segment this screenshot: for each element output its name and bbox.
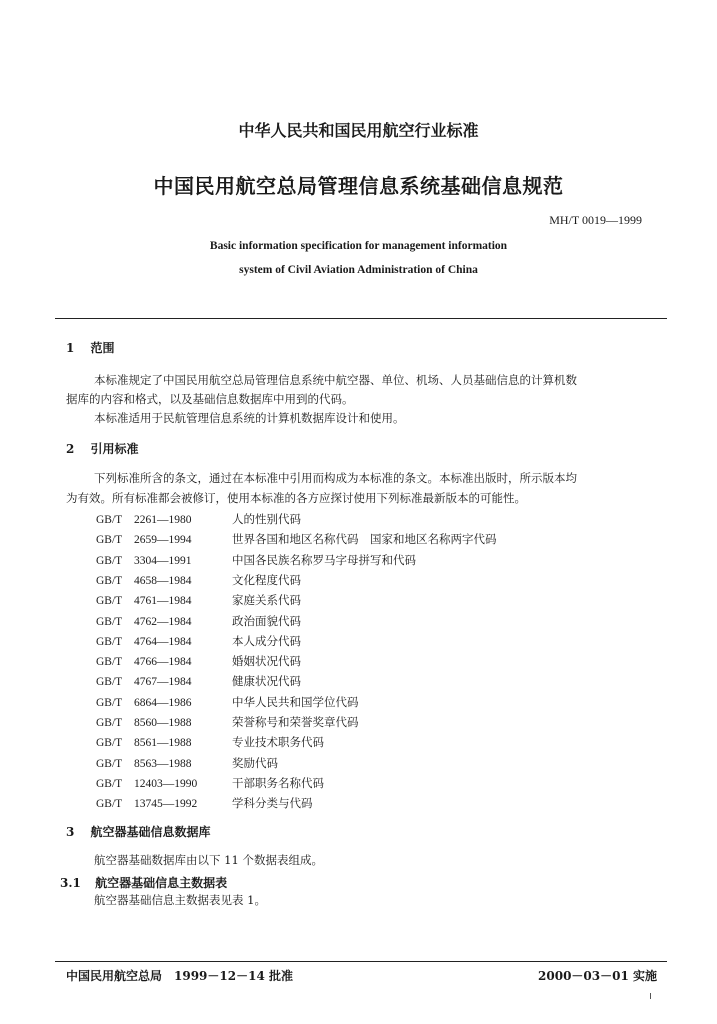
footer-rule [55, 961, 667, 962]
standard-number: 2261—1980 [134, 514, 192, 526]
standard-title: 中华人民共和国学位代码 [232, 694, 359, 709]
section-1-para1-line1: 本标准规定了中国民用航空总局管理信息系统中航空器、单位、机场、人员基础信息的计算机数 [94, 373, 577, 387]
header-rule [55, 318, 667, 319]
standard-prefix: GB/T [96, 676, 123, 689]
standard-prefix: GB/T [96, 534, 123, 547]
subsection-number: 3.1 [60, 876, 81, 890]
section-1-para1-line2: 据库的内容和格式，以及基础信息数据库中用到的代码。 [66, 392, 354, 406]
standard-title: 学科分类与代码 [232, 796, 313, 811]
standard-number: 6864—1986 [134, 696, 192, 709]
standard-row [96, 613, 301, 629]
standard-prefix: GB/T [96, 574, 123, 587]
section-2-para-line1: 下列标准所含的条文，通过在本标准中引用而构成为本标准的条文。本标准出版时，所示版本均 [94, 471, 577, 485]
standard-title: 文化程度代码 [232, 572, 301, 587]
standard-row [96, 531, 497, 547]
standard-title: 健康状况代码 [232, 674, 301, 689]
standard-title: 婚姻状况代码 [232, 654, 301, 669]
standard-number: 12403—1990 [134, 777, 198, 790]
standard-title: 奖励代码 [232, 755, 278, 770]
industry-standard-heading: 中华人民共和国民用航空行业标准 [238, 121, 479, 140]
section-number: 1 [66, 341, 75, 355]
section-2-heading [66, 440, 139, 457]
standard-row [96, 673, 301, 689]
standard-number: 4761—1984 [134, 595, 192, 608]
standard-row [96, 633, 301, 649]
standard-row [96, 714, 359, 730]
implementation-line: 2000－03－01 实施 [538, 969, 657, 983]
section-1-heading [66, 339, 115, 356]
standard-number: 8560—1988 [134, 717, 192, 729]
standard-title: 专业技术职务代码 [232, 735, 324, 750]
section-number: 3 [66, 825, 75, 839]
scan-mark [650, 993, 651, 999]
standard-number: 4766—1984 [134, 656, 192, 669]
section-1-para2: 本标准适用于民航管理信息系统的计算机数据库设计和使用。 [94, 411, 405, 425]
standard-row [96, 653, 301, 669]
standard-title: 本人成分代码 [232, 633, 301, 648]
section-number: 2 [66, 442, 75, 456]
standard-title: 人的性别代码 [232, 512, 301, 526]
standard-prefix: GB/T [96, 554, 123, 567]
standard-title: 中国各民族名称罗马字母拼写和代码 [232, 552, 416, 567]
section-3-1-heading [60, 874, 227, 891]
standard-number: 3304—1991 [134, 554, 192, 567]
standard-title: 政治面貌代码 [232, 613, 301, 628]
section-3-heading [66, 823, 211, 840]
standard-prefix: GB/T [96, 615, 123, 628]
standard-prefix: GB/T [96, 514, 123, 526]
english-title-line1: Basic information specification for management information [209, 240, 508, 252]
standard-row [96, 795, 313, 811]
standard-row [96, 694, 359, 710]
standard-prefix: GB/T [96, 717, 123, 729]
standard-number: 4762—1984 [134, 615, 192, 628]
english-title-line2: system of Civil Aviation Administration of China [239, 264, 478, 276]
standard-prefix: GB/T [96, 656, 123, 669]
standard-prefix: GB/T [96, 696, 123, 709]
standard-number: 8561—1988 [134, 737, 192, 750]
standard-title: 世界各国和地区名称代码 国家和地区名称两字代码 [232, 532, 497, 547]
section-3-1-para: 航空器基础信息主数据表见表 1。 [94, 893, 266, 907]
standard-number: 2659—1994 [134, 534, 192, 547]
standard-row [96, 592, 301, 608]
document-title: 中国民用航空总局管理信息系统基础信息规范 [153, 174, 564, 198]
standard-title: 荣誉称号和荣誉奖章代码 [232, 715, 359, 729]
standard-number: 4658—1984 [134, 574, 192, 587]
standard-title: 干部职务名称代码 [232, 775, 324, 790]
standard-row [96, 511, 301, 527]
standard-code: MH/T 0019—1999 [549, 213, 642, 227]
standard-prefix: GB/T [96, 777, 123, 790]
section-title: 引用标准 [90, 442, 139, 456]
approval-line: 中国民用航空总局 1999－12－14 批准 [66, 969, 293, 983]
standard-row [96, 572, 301, 588]
standard-row [96, 755, 278, 771]
standard-number: 4764—1984 [134, 635, 192, 648]
standard-prefix: GB/T [96, 635, 123, 648]
standard-row [96, 775, 324, 791]
section-3-para: 航空器基础数据库由以下 11 个数据表组成。 [94, 853, 323, 867]
standard-row [96, 552, 416, 568]
standard-prefix: GB/T [96, 595, 123, 608]
standard-number: 13745—1992 [134, 798, 198, 811]
standard-title: 家庭关系代码 [232, 593, 301, 608]
standard-row [96, 734, 324, 750]
standard-number: 8563—1988 [134, 757, 192, 770]
subsection-title: 航空器基础信息主数据表 [95, 876, 228, 890]
standard-prefix: GB/T [96, 798, 123, 811]
standard-prefix: GB/T [96, 737, 123, 750]
section-title: 航空器基础信息数据库 [90, 825, 211, 839]
section-title: 范围 [90, 341, 115, 355]
standard-prefix: GB/T [96, 757, 123, 770]
section-2-para-line2: 为有效。所有标准都会被修订，使用本标准的各方应探讨使用下列标准最新版本的可能性。 [66, 491, 526, 505]
standard-number: 4767—1984 [134, 676, 192, 689]
